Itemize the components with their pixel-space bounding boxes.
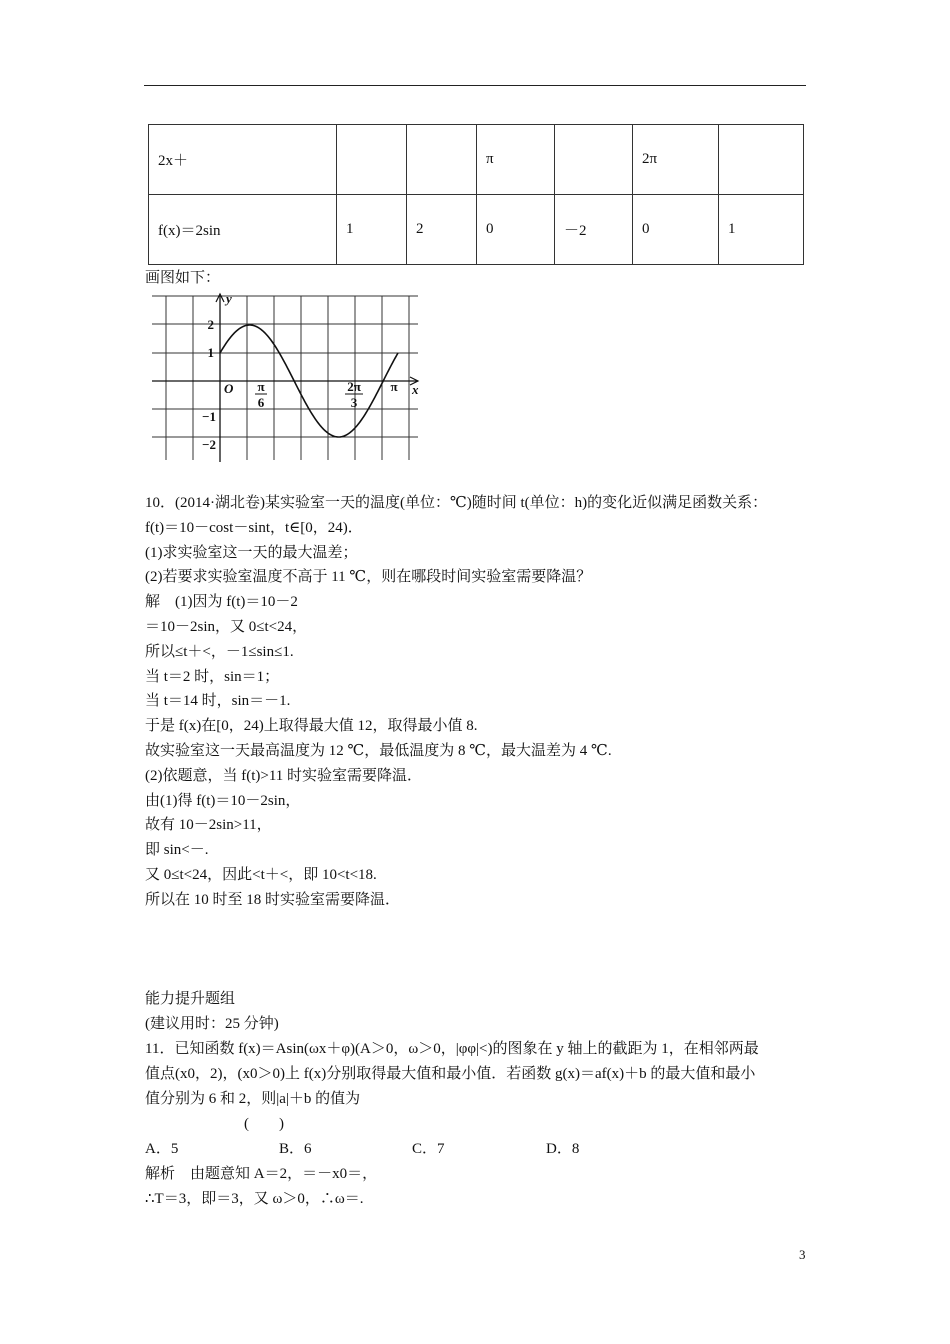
table-cell: 2 — [407, 195, 477, 265]
table-cell: 2x＋ — [149, 125, 337, 195]
sine-graph — [150, 292, 430, 467]
table-row — [149, 125, 804, 195]
text-line: 当 t＝14 时，sin＝－1. — [145, 693, 291, 709]
table-cell — [407, 125, 477, 195]
section-heading: 能力提升题组 — [145, 991, 236, 1007]
x-tick-pi6-denominator: 6 — [257, 395, 265, 410]
option-b: B．6 — [279, 1141, 312, 1157]
page-number: 3 — [799, 1247, 806, 1262]
table-cell: f(x)＝2sin — [149, 195, 337, 265]
x-tick-2pi3-denominator: 3 — [350, 395, 358, 410]
text-line: 由(1)得 f(t)＝10－2sin， — [145, 793, 301, 809]
text-line: 故实验室这一天最高温度为 12 ℃，最低温度为 8 ℃，最大温差为 4 ℃. — [145, 743, 612, 759]
value-table — [148, 124, 804, 265]
question-line: 值分别为 6 和 2，则|a|＋b 的值为 — [145, 1091, 361, 1107]
text-line: (2)依题意，当 f(t)>11 时实验室需要降温． — [145, 768, 423, 784]
text-line: (2)若要求实验室温度不高于 11 ℃，则在哪段时间实验室需要降温？ — [145, 569, 592, 585]
text-line: (1)求实验室这一天的最大温差； — [145, 545, 358, 561]
table-cell: 1 — [337, 195, 407, 265]
solution-line: ∴T＝3，即＝3，又 ω＞0，∴ω＝. — [145, 1191, 364, 1207]
y-tick-label: 1 — [207, 345, 214, 360]
text-line: 于是 f(x)在[0，24)上取得最大值 12，取得最小值 8. — [145, 718, 478, 734]
table-row — [149, 195, 804, 265]
text-line: ＝10－2sin，又 0≤t<24， — [145, 619, 308, 635]
solution-line: 解析 由题意知 A＝2，＝－x0＝， — [145, 1166, 378, 1182]
x-axis-label: x — [412, 382, 419, 397]
table-cell — [555, 125, 633, 195]
table-cell: 1 — [719, 195, 804, 265]
graph-caption: 画图如下： — [145, 270, 221, 286]
question-line: 值点(x0，2)，(x0＞0)上 f(x)分别取得最大值和最小值．若函数 g(x)＝af(x)＋b 的最大值和最小 — [145, 1066, 756, 1082]
text-line: 当 t＝2 时，sin＝1； — [145, 669, 280, 685]
table-cell: π — [477, 125, 555, 195]
answer-blank: ( ) — [244, 1116, 284, 1132]
table-cell: 2π — [633, 125, 719, 195]
option-a: A．5 — [145, 1141, 179, 1157]
grid — [152, 296, 418, 460]
y-axis-label: y — [226, 292, 232, 306]
text-line: 所以在 10 时至 18 时实验室需要降温． — [145, 892, 401, 908]
table-cell — [719, 125, 804, 195]
y-tick-label: 2 — [207, 317, 214, 332]
option-d: D．8 — [546, 1141, 580, 1157]
text-line: 故有 10－2sin>11， — [145, 817, 272, 833]
x-tick-pi: π — [390, 379, 398, 394]
header-rule — [144, 85, 806, 86]
y-tick-label: −1 — [202, 409, 216, 424]
table-cell: 0 — [633, 195, 719, 265]
x-tick-2pi3-numerator: 2π — [347, 379, 361, 394]
option-c: C．7 — [412, 1141, 445, 1157]
table-cell: －2 — [555, 195, 633, 265]
text-line: 即 sin<－. — [145, 842, 209, 858]
text-line: (建议用时：25 分钟) — [145, 1016, 279, 1032]
text-line: 所以≤t＋<，－1≤sin≤1. — [145, 644, 294, 660]
x-tick-pi6-numerator: π — [257, 379, 265, 394]
question-line: 11．已知函数 f(x)＝Asin(ωx＋φ)(A＞0，ω＞0，|φφ|<)的图象在 y 轴上的截距为 1，在相邻两最 — [145, 1041, 759, 1057]
table-cell: 0 — [477, 195, 555, 265]
text-line: 解 (1)因为 f(t)＝10－2 — [145, 594, 298, 610]
y-tick-label: −2 — [202, 437, 216, 452]
text-line: f(t)＝10－cost－sint，t∈[0，24)． — [145, 520, 363, 536]
origin-label: O — [224, 381, 234, 396]
text-line: 10．(2014·湖北卷)某实验室一天的温度(单位：℃)随时间 t(单位：h)的变化近似满足函数关系： — [145, 495, 768, 511]
text-line: 又 0≤t<24，因此<t＋<，即 10<t<18. — [145, 867, 377, 883]
table-cell — [337, 125, 407, 195]
